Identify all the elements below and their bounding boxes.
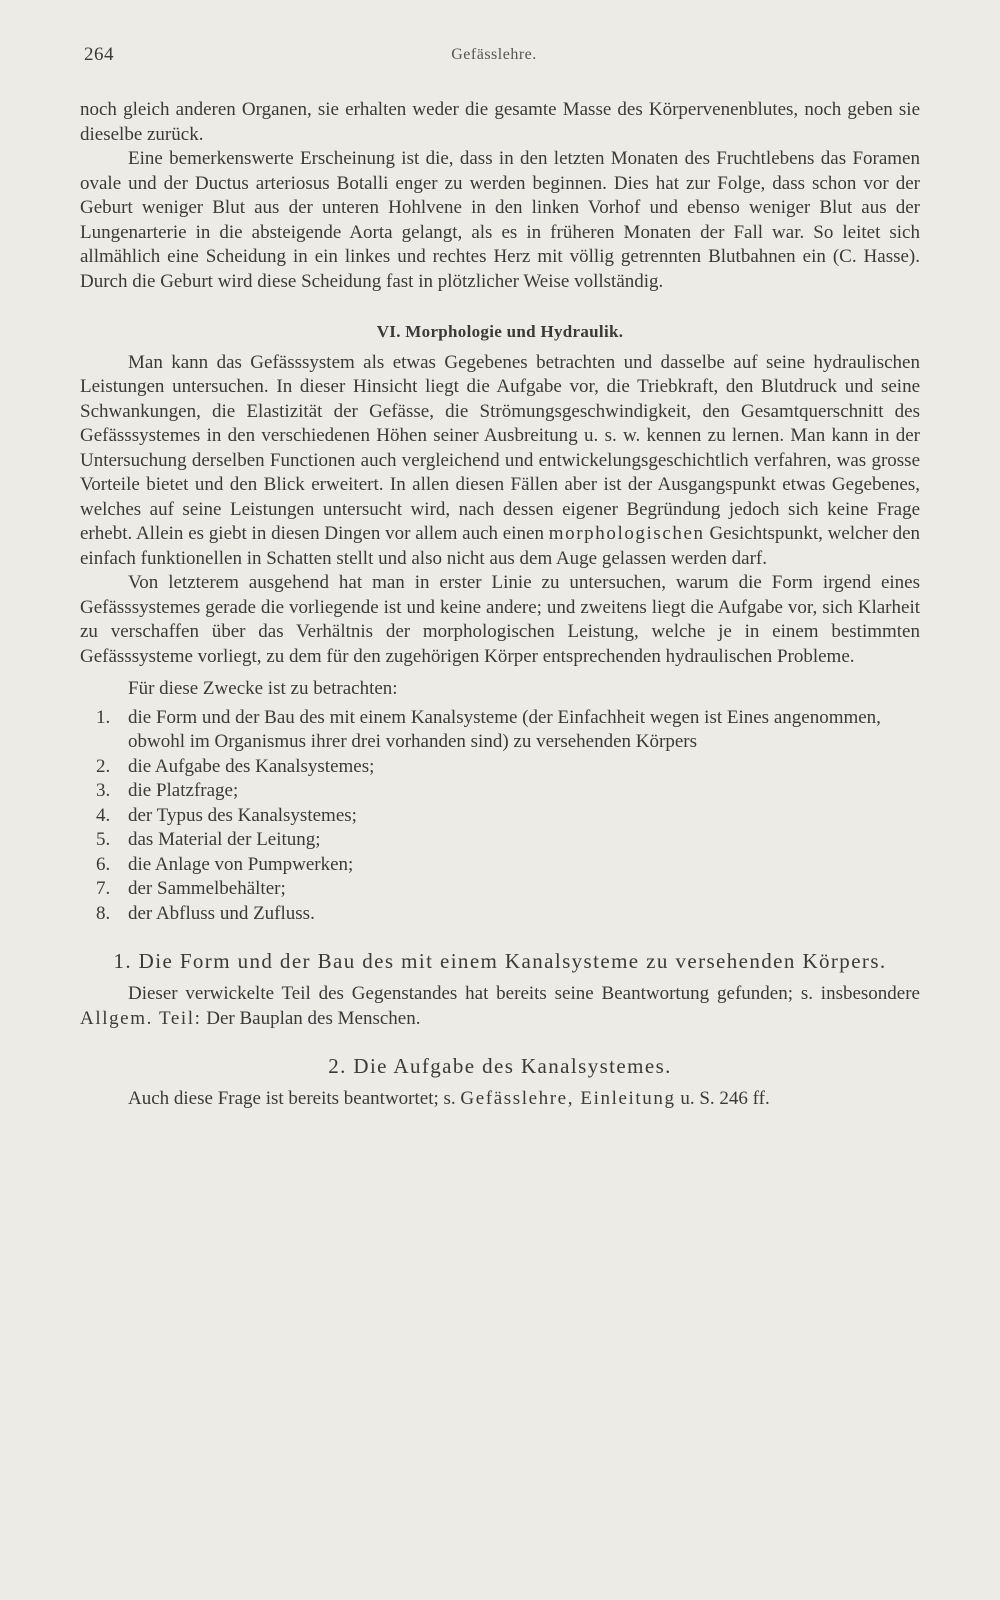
emphasized-term: Gefässlehre, Einleitung	[460, 1088, 676, 1109]
paragraph-bauplan	[80, 982, 920, 1031]
paragraph-gefaesssystem	[80, 351, 920, 572]
list-number: 7.	[96, 878, 111, 899]
subsection-heading-2: 2. Die Aufgabe des Kanalsystemes.	[328, 1054, 672, 1078]
list-text: das Material der Leitung;	[128, 829, 321, 850]
list-number: 1.	[96, 706, 111, 728]
subsection-heading-1: 1. Die Form und der Bau des mit einem Kanalsysteme zu versehenden Körpers.	[113, 949, 887, 973]
page-header	[84, 44, 904, 74]
list-text: die Anlage von Pumpwerken;	[128, 853, 354, 875]
paragraph-continued: noch gleich anderen Organen, sie erhalten weder die gesamte Masse des Körpervenenblutes, noch geben sie dieselbe zurück.	[80, 99, 920, 145]
list-text: die Form und der Bau des mit einem Kanalsysteme (der Einfachheit wegen ist Eines angenommen, obwohl im Organismus ihrer drei vorhanden sind) zu versehenden Körpers	[128, 706, 881, 752]
emphasized-term: Allgem. Teil:	[80, 1007, 202, 1029]
paragraph-letzterem: Von letzterem ausgehend hat man in erster Linie zu untersuchen, warum die Form irgend eines Gefässsystemes gerade die vorliegende ist und keine andere; und zweitens liegt die Aufgabe vor, sich Klarheit zu verschaffen über das Verhältnis der morphologischen Leistung, welche je in einem bestimmten Gefässsysteme vorliegt, zu dem für den zugehörigen Körper entsprechenden hydraulischen Probleme.	[80, 572, 920, 667]
paragraph-text: Gesichtspunkt, welcher den einfach funktionellen in Schatten stellt und also nicht aus dem Auge gelassen werden darf.	[80, 523, 921, 569]
emphasized-term: morphologischen	[548, 523, 705, 544]
list-item	[80, 828, 920, 853]
list-text: die Platzfrage;	[128, 780, 239, 801]
section-heading: VI. Morphologie und Hydraulik.	[376, 322, 624, 341]
list-number: 2.	[96, 755, 111, 777]
paragraph-aufgabe	[80, 1087, 920, 1112]
paragraph-text: Der Bauplan des Menschen.	[206, 1007, 421, 1029]
paragraph-text: Auch diese Frage ist bereits beantwortet; s.	[128, 1088, 456, 1109]
list-number: 8.	[96, 902, 111, 924]
running-title: Gefässlehre.	[451, 46, 537, 63]
list-item	[80, 804, 920, 829]
list-item	[80, 902, 920, 927]
list-text: der Sammelbehälter;	[128, 878, 286, 899]
paragraph-text: u. S. 246 ff.	[680, 1088, 770, 1109]
list-number: 3.	[96, 780, 111, 801]
list-item	[80, 853, 920, 878]
list-text: der Abfluss und Zufluss.	[128, 902, 315, 924]
numbered-list	[80, 706, 920, 927]
list-text: die Aufgabe des Kanalsystemes;	[128, 755, 375, 777]
list-number: 6.	[96, 853, 111, 875]
paragraph-text: Dieser verwickelte Teil des Gegenstandes hat bereits seine Beantwortung gefunden; s. insbesondere	[128, 983, 920, 1004]
list-item	[80, 877, 920, 902]
page-number: 264	[84, 44, 114, 65]
page-body	[80, 98, 920, 1112]
list-text: der Typus des Kanalsystemes;	[128, 804, 357, 826]
list-item	[80, 755, 920, 780]
list-item	[80, 779, 920, 804]
paragraph-fruchtleben: Eine bemerkenswerte Erscheinung ist die, dass in den letzten Monaten des Fruchtlebens das Foramen ovale und der Ductus arteriosus Botalli enger zu werden beginnen. Dies hat zur Folge, dass schon vor der Geburt weniger Blut aus der unteren Hohlvene in den linken Vorhof und ebenso weniger Blut aus der Lungenarterie in die absteigende Aorta gelangt, als es in früheren Monaten der Fall war. So leitet sich allmählich eine Scheidung in ein linkes und rechtes Herz mit völlig getrennten Blutbahnen ein (C. Hasse). Durch die Geburt wird diese Scheidung fast in plötzlicher Weise vollständig.	[80, 148, 920, 292]
list-number: 5.	[96, 829, 111, 850]
list-number: 4.	[96, 804, 111, 826]
paragraph-text: Man kann das Gefässsystem als etwas Gegebenes betrachten und dasselbe auf seine hydraulischen Leistungen untersuchen. In dieser Hinsicht liegt die Aufgabe vor, die Triebkraft, den Blutdruck und seine Schwankungen, die Elastizität der Gefässe, die Strömungsgeschwindigkeit, den Gesamtquerschnitt des Gefässsystemes in den verschiedenen Höhen seiner Ausbreitung u. s. w. kennen zu lernen. Man kann in der Untersuchung derselben Functionen auch vergleichend und entwickelungsgeschichtlich verfahren, was grosse Vorteile bietet und den Blick erweitert. In allen diesen Fällen aber ist der Ausgangspunkt etwas Gegebenes, welches auf seine Leistungen untersucht wird, nach dessen eigener Begründung jedoch sich keine Frage erhebt. Allein es giebt in diesen Dingen vor allem auch einen	[80, 351, 920, 544]
paragraph-zwecke: Für diese Zwecke ist zu betrachten:	[128, 678, 398, 699]
list-item	[80, 706, 920, 755]
